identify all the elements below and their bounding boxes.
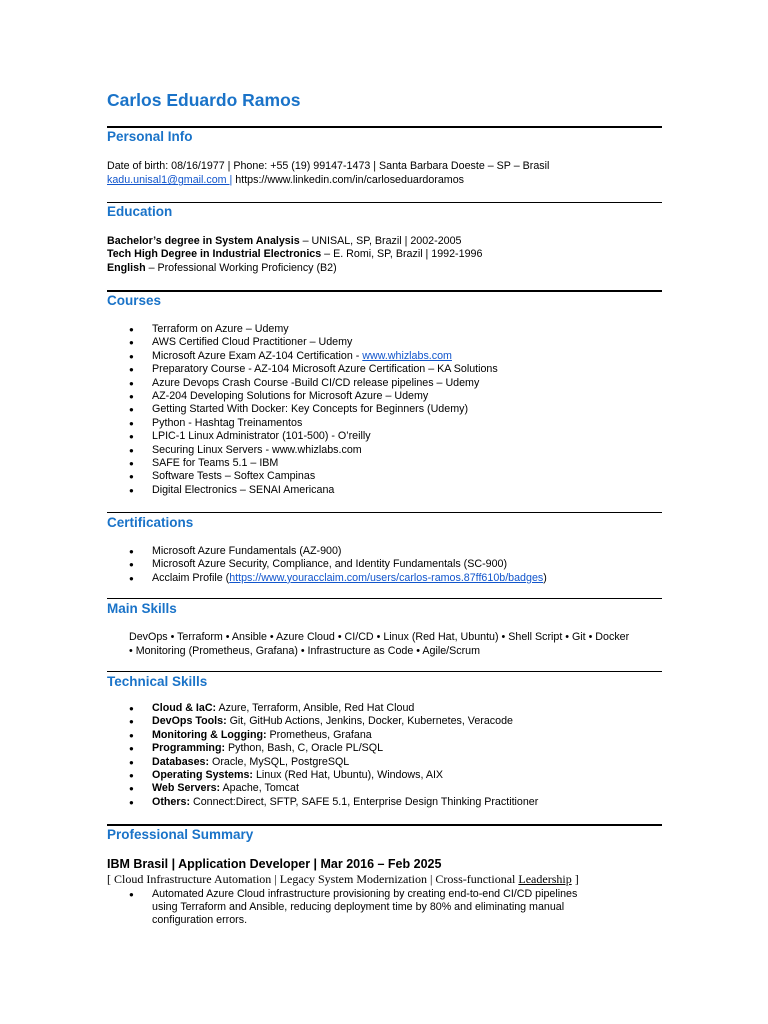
list-item: ● Web Servers: Apache, Tomcat — [107, 782, 538, 795]
list-item: ● SAFE for Teams 5.1 – IBM — [107, 457, 498, 470]
section-divider — [107, 126, 662, 128]
education-item: Tech High Degree in Industrial Electronics – E. Romi, SP, Brazil | 1992-1996 — [107, 248, 483, 260]
main-skills-line: DevOps • Terraform • Ansible • Azure Cloud • CI/CD • Linux (Red Hat, Ubuntu) • Shell Script • Git • Docker — [129, 631, 630, 643]
section-title-professional-summary: Professional Summary — [107, 827, 254, 842]
list-item: ● AWS Certified Cloud Practitioner – Udemy — [107, 336, 498, 349]
job-roles: [ Cloud Infrastructure Automation | Legacy System Modernization | Cross-functional Leadership ] — [107, 872, 579, 886]
list-item: ● Others: Connect:Direct, SFTP, SAFE 5.1, Enterprise Design Thinking Practitioner — [107, 796, 538, 809]
section-title-certifications: Certifications — [107, 515, 194, 530]
candidate-name: Carlos Eduardo Ramos — [107, 90, 301, 110]
main-skills-line: • Monitoring (Prometheus, Grafana) • Infrastructure as Code • Agile/Scrum — [129, 645, 480, 657]
list-item: ● Cloud & IaC: Azure, Terraform, Ansible, Red Hat Cloud — [107, 702, 538, 715]
list-item: ● Automated Azure Cloud infrastructure provisioning by creating end-to-end CI/CD pipelines using Terraform and Ansible, reducing deployment time by 80% and eliminating manual configuration errors. — [107, 888, 597, 928]
list-item: ● Getting Started With Docker: Key Concepts for Beginners (Udemy) — [107, 403, 498, 416]
linkedin-url: https://www.linkedin.com/in/carloseduardoramos — [232, 174, 464, 186]
job-heading: IBM Brasil | Application Developer | Mar 2016 – Feb 2025 — [107, 857, 442, 871]
list-item: ● LPIC-1 Linux Administrator (101-500) - O’reilly — [107, 430, 498, 443]
acclaim-profile-link[interactable]: https://www.youracclaim.com/users/carlos-ramos.87ff610b/badges — [229, 571, 544, 584]
list-item: ● Python - Hashtag Treinamentos — [107, 417, 498, 430]
section-title-education: Education — [107, 204, 173, 219]
personal-info-line: Date of birth: 08/16/1977 | Phone: +55 (19) 99147-1473 | Santa Barbara Doeste – SP – Brasil — [107, 160, 550, 172]
section-divider — [107, 202, 662, 203]
list-item: ● AZ-204 Developing Solutions for Microsoft Azure – Udemy — [107, 390, 498, 403]
whizlabs-link[interactable]: www.whizlabs.com — [362, 349, 452, 362]
list-item: ● DevOps Tools: Git, GitHub Actions, Jenkins, Docker, Kubernetes, Veracode — [107, 715, 538, 728]
list-item: ● Azure Devops Crash Course -Build CI/CD release pipelines – Udemy — [107, 377, 498, 390]
list-item: ● Digital Electronics – SENAI Americana — [107, 484, 498, 497]
contact-links-line — [107, 174, 464, 188]
section-title-main-skills: Main Skills — [107, 601, 177, 616]
section-divider — [107, 824, 662, 826]
email-link[interactable]: kadu.unisal1@gmail.com | — [107, 174, 233, 186]
list-item: ● Programming: Python, Bash, C, Oracle PL/SQL — [107, 742, 538, 755]
section-title-courses: Courses — [107, 293, 162, 308]
list-item: ● Microsoft Azure Security, Compliance, and Identity Fundamentals (SC-900) — [107, 558, 547, 571]
technical-skills-list — [107, 702, 538, 809]
education-item: Bachelor’s degree in System Analysis – UNISAL, SP, Brazil | 2002-2005 — [107, 235, 462, 247]
section-divider — [107, 290, 662, 292]
section-divider — [107, 512, 662, 513]
list-item: ● Monitoring & Logging: Prometheus, Grafana — [107, 729, 538, 742]
section-divider — [107, 671, 662, 672]
section-title-personal-info: Personal Info — [107, 129, 193, 144]
section-divider — [107, 598, 662, 599]
list-item: ● Software Tests – Softex Campinas — [107, 470, 498, 483]
courses-list — [107, 323, 498, 497]
education-item: English – Professional Working Proficiency (B2) — [107, 262, 337, 274]
list-item: ● Databases: Oracle, MySQL, PostgreSQL — [107, 756, 538, 769]
job-bullets — [107, 888, 597, 928]
list-item: ● Microsoft Azure Fundamentals (AZ-900) — [107, 545, 547, 558]
list-item: ● Terraform on Azure – Udemy — [107, 323, 498, 336]
list-item: ● Acclaim Profile (https://www.youracclaim.com/users/carlos-ramos.87ff610b/badges) — [107, 572, 547, 585]
list-item: ● Operating Systems: Linux (Red Hat, Ubuntu), Windows, AIX — [107, 769, 538, 782]
list-item: ● Microsoft Azure Exam AZ-104 Certification - www.whizlabs.com — [107, 350, 498, 363]
certifications-list — [107, 545, 547, 585]
section-title-technical-skills: Technical Skills — [107, 674, 208, 689]
list-item: ● Securing Linux Servers - www.whizlabs.com — [107, 444, 498, 457]
list-item: ● Preparatory Course - AZ-104 Microsoft Azure Certification – KA Solutions — [107, 363, 498, 376]
